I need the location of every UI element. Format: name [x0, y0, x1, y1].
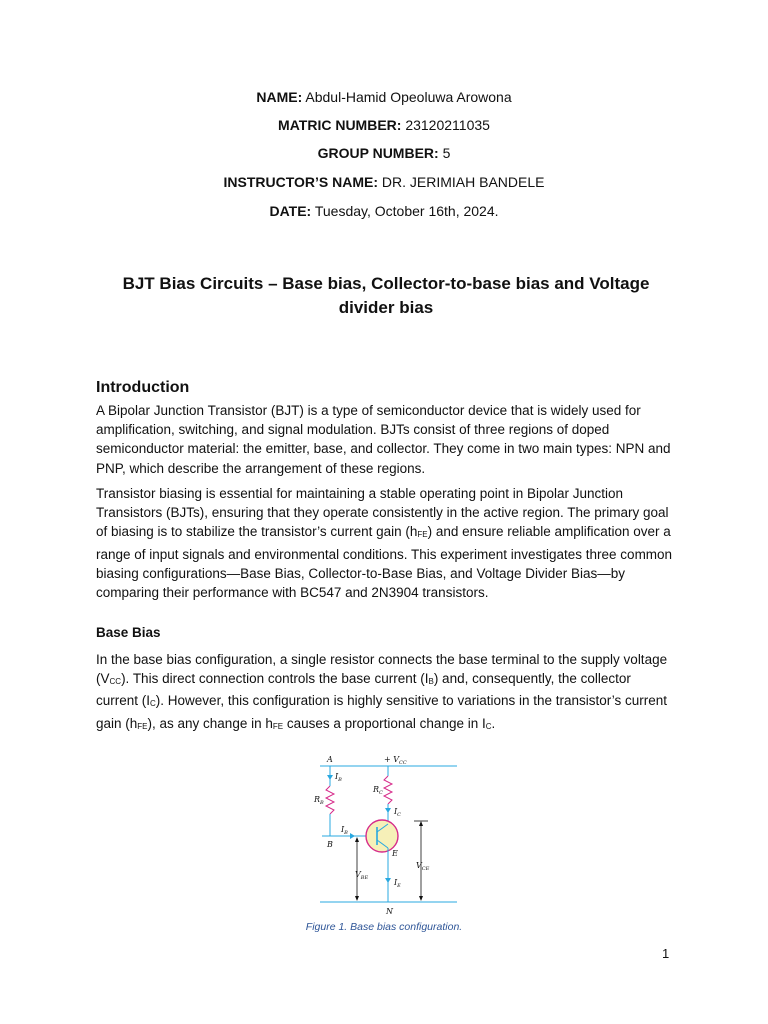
label-vbe: $V_{BE}$ [355, 870, 369, 881]
rb-resistor [326, 786, 334, 814]
introduction-paragraph-2: Transistor biasing is essential for maintaining a stable operating point in Bipolar Junction Transistors (BJTs), ensuring that they operate consistently in the active region. The primary goal of biasing is to stabilize the transistor’s current gain (hFE) and ensure reliable amplification over a range of input signals and environmental conditions. This experiment investigates three common biasing configurations—Base Bias, Collector-to-Base Bias, and Voltage Divider Bias—by comparing their performance with BC547 and 2N3904 transistors. [96, 486, 673, 601]
instructor-line [0, 173, 768, 191]
instructor-label: INSTRUCTOR’S NAME: [223, 174, 379, 190]
base-bias-paragraph: In the base bias configuration, a single resistor connects the base terminal to the supply voltage (VCC). This direct connection controls the base current (IB) and, consequently, the collector current (IC). However, this configuration is highly sensitive to variations in the transistor’s current gain (hFE), as any change in hFE causes a proportional change in IC. [96, 652, 668, 731]
matric-label: MATRIC NUMBER: [278, 117, 402, 133]
label-n: N [386, 907, 393, 916]
vbe-arrow-bottom [355, 896, 359, 901]
base-bias-heading: Base Bias [96, 625, 161, 640]
document-title: BJT Bias Circuits – Base bias, Collector-to-base bias and Voltage divider bias [122, 274, 650, 317]
instructor-value: DR. JERIMIAH BANDELE [381, 174, 545, 190]
label-vcc: + $V_{CC}$ [384, 755, 407, 766]
rc-resistor [384, 776, 392, 804]
date-label: DATE: [269, 203, 312, 219]
label-ib-top: $I_B$ [335, 772, 342, 783]
ib-arrow-top [327, 775, 333, 780]
ie-arrow [385, 878, 391, 883]
label-a: A [327, 755, 333, 764]
vbe-arrow-top [355, 837, 359, 842]
group-label: GROUP NUMBER: [317, 145, 439, 161]
base-bias-circuit-diagram [300, 750, 470, 920]
group-number-line [0, 144, 768, 162]
page-number: 1 [662, 946, 670, 961]
ib-arrow [350, 833, 355, 839]
matric-number-line [0, 116, 768, 134]
label-ib: $I_B$ [341, 825, 348, 836]
label-rb: $R_B$ [314, 795, 324, 806]
group-value: 5 [442, 145, 451, 161]
student-name-line [0, 88, 768, 106]
introduction-paragraph-1: A Bipolar Junction Transistor (BJT) is a type of semiconductor device that is widely used for amplification, switching, and signal modulation. BJTs consist of three regions of doped semiconductor material: the emitter, base, and collector. They come in two main types: NPN and PNP, which describe the arrangement of these regions. [96, 403, 671, 476]
label-ic: $I_C$ [394, 807, 401, 818]
name-value: Abdul-Hamid Opeoluwa Arowona [305, 89, 512, 105]
transistor-symbol [366, 820, 398, 852]
vce-arrow-bottom [419, 896, 423, 901]
name-label: NAME: [256, 89, 303, 105]
label-rc: $R_C$ [373, 785, 383, 796]
label-b: B [327, 840, 333, 849]
date-value: Tuesday, October 16th, 2024. [314, 203, 499, 219]
label-e: E [392, 849, 398, 858]
date-line [0, 202, 768, 220]
ic-arrow [385, 808, 391, 813]
matric-value: 23120211035 [405, 117, 490, 133]
vce-arrow-top [419, 821, 423, 826]
figure-caption: Figure 1. Base bias configuration. [305, 921, 463, 933]
label-vce: $V_{CE}$ [416, 861, 430, 872]
label-ie: $I_E$ [394, 878, 401, 889]
introduction-heading: Introduction [96, 379, 190, 396]
